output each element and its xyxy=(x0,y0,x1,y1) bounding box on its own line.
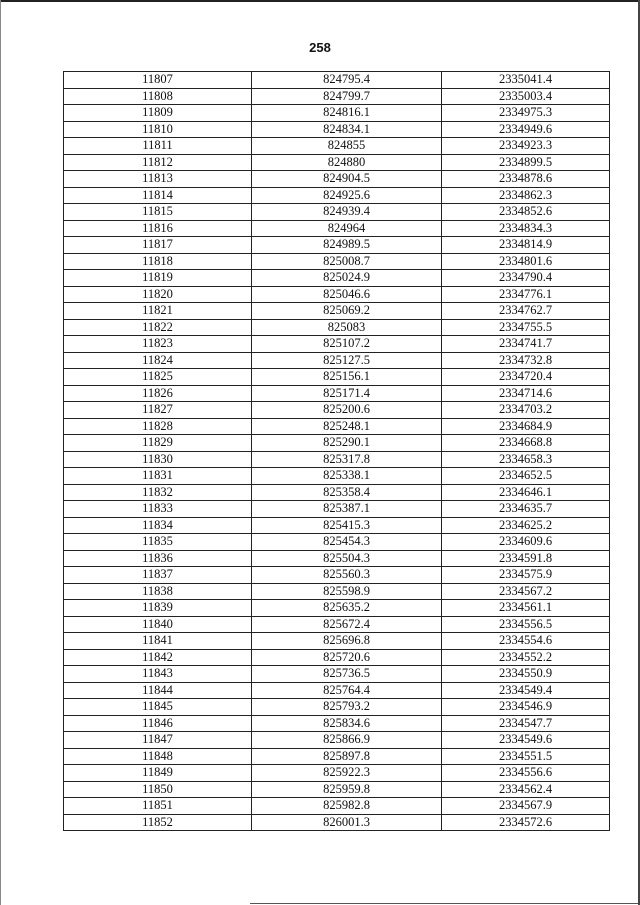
table-row xyxy=(64,765,610,782)
y-coordinate-cell: 2334862.3 xyxy=(442,187,610,204)
y-coordinate-cell: 2334556.6 xyxy=(442,765,610,782)
point-number-cell: 11835 xyxy=(64,534,252,551)
point-number-cell: 11816 xyxy=(64,220,252,237)
y-coordinate-cell: 2334546.9 xyxy=(442,699,610,716)
x-coordinate-cell: 825317.8 xyxy=(252,451,442,468)
y-coordinate-cell: 2334549.4 xyxy=(442,682,610,699)
table-row xyxy=(64,517,610,534)
y-coordinate-cell: 2334720.4 xyxy=(442,369,610,386)
x-coordinate-cell: 825764.4 xyxy=(252,682,442,699)
point-number-cell: 11826 xyxy=(64,385,252,402)
page-border-top xyxy=(0,0,640,2)
point-number-cell: 11812 xyxy=(64,154,252,171)
y-coordinate-cell: 2334561.1 xyxy=(442,600,610,617)
y-coordinate-cell: 2334567.9 xyxy=(442,798,610,815)
y-coordinate-cell: 2334776.1 xyxy=(442,286,610,303)
table-row xyxy=(64,154,610,171)
x-coordinate-cell: 825897.8 xyxy=(252,748,442,765)
table-row xyxy=(64,72,610,89)
table-row xyxy=(64,237,610,254)
y-coordinate-cell: 2334652.5 xyxy=(442,468,610,485)
table-row xyxy=(64,253,610,270)
y-coordinate-cell: 2334949.6 xyxy=(442,121,610,138)
point-number-cell: 11828 xyxy=(64,418,252,435)
x-coordinate-cell: 825504.3 xyxy=(252,550,442,567)
table-row xyxy=(64,715,610,732)
y-coordinate-cell: 2334703.2 xyxy=(442,402,610,419)
y-coordinate-cell: 2334551.5 xyxy=(442,748,610,765)
table-row xyxy=(64,270,610,287)
x-coordinate-cell: 824880 xyxy=(252,154,442,171)
y-coordinate-cell: 2335003.4 xyxy=(442,88,610,105)
y-coordinate-cell: 2334635.7 xyxy=(442,501,610,518)
table-row xyxy=(64,319,610,336)
table-row xyxy=(64,303,610,320)
table-row xyxy=(64,616,610,633)
table-row xyxy=(64,798,610,815)
point-number-cell: 11852 xyxy=(64,814,252,831)
x-coordinate-cell: 824964 xyxy=(252,220,442,237)
x-coordinate-cell: 825200.6 xyxy=(252,402,442,419)
y-coordinate-cell: 2334554.6 xyxy=(442,633,610,650)
point-number-cell: 11836 xyxy=(64,550,252,567)
y-coordinate-cell: 2334755.5 xyxy=(442,319,610,336)
y-coordinate-cell: 2334714.6 xyxy=(442,385,610,402)
point-number-cell: 11821 xyxy=(64,303,252,320)
table-row xyxy=(64,814,610,831)
x-coordinate-cell: 825866.9 xyxy=(252,732,442,749)
point-number-cell: 11825 xyxy=(64,369,252,386)
y-coordinate-cell: 2334547.7 xyxy=(442,715,610,732)
table-row xyxy=(64,534,610,551)
y-coordinate-cell: 2334567.2 xyxy=(442,583,610,600)
x-coordinate-cell: 824939.4 xyxy=(252,204,442,221)
table-row xyxy=(64,88,610,105)
y-coordinate-cell: 2334575.9 xyxy=(442,567,610,584)
point-number-cell: 11840 xyxy=(64,616,252,633)
x-coordinate-cell: 825454.3 xyxy=(252,534,442,551)
point-number-cell: 11811 xyxy=(64,138,252,155)
table-row xyxy=(64,699,610,716)
x-coordinate-cell: 825560.3 xyxy=(252,567,442,584)
x-coordinate-cell: 825982.8 xyxy=(252,798,442,815)
table-row xyxy=(64,138,610,155)
point-number-cell: 11808 xyxy=(64,88,252,105)
x-coordinate-cell: 825834.6 xyxy=(252,715,442,732)
table-row xyxy=(64,600,610,617)
x-coordinate-cell: 825635.2 xyxy=(252,600,442,617)
table-row xyxy=(64,204,610,221)
x-coordinate-cell: 824855 xyxy=(252,138,442,155)
point-number-cell: 11829 xyxy=(64,435,252,452)
table-row xyxy=(64,402,610,419)
point-number-cell: 11846 xyxy=(64,715,252,732)
x-coordinate-cell: 825046.6 xyxy=(252,286,442,303)
x-coordinate-cell: 824834.1 xyxy=(252,121,442,138)
y-coordinate-cell: 2335041.4 xyxy=(442,72,610,89)
table-row xyxy=(64,336,610,353)
y-coordinate-cell: 2334556.5 xyxy=(442,616,610,633)
x-coordinate-cell: 825959.8 xyxy=(252,781,442,798)
point-number-cell: 11847 xyxy=(64,732,252,749)
point-number-cell: 11809 xyxy=(64,105,252,122)
x-coordinate-cell: 825793.2 xyxy=(252,699,442,716)
point-number-cell: 11827 xyxy=(64,402,252,419)
point-number-cell: 11839 xyxy=(64,600,252,617)
table-row xyxy=(64,220,610,237)
point-number-cell: 11844 xyxy=(64,682,252,699)
y-coordinate-cell: 2334814.9 xyxy=(442,237,610,254)
point-number-cell: 11831 xyxy=(64,468,252,485)
point-number-cell: 11818 xyxy=(64,253,252,270)
y-coordinate-cell: 2334646.1 xyxy=(442,484,610,501)
table-row xyxy=(64,501,610,518)
table-row xyxy=(64,732,610,749)
point-number-cell: 11849 xyxy=(64,765,252,782)
y-coordinate-cell: 2334790.4 xyxy=(442,270,610,287)
point-number-cell: 11820 xyxy=(64,286,252,303)
table-row xyxy=(64,171,610,188)
x-coordinate-cell: 825672.4 xyxy=(252,616,442,633)
y-coordinate-cell: 2334741.7 xyxy=(442,336,610,353)
point-number-cell: 11817 xyxy=(64,237,252,254)
point-number-cell: 11823 xyxy=(64,336,252,353)
table-row xyxy=(64,649,610,666)
x-coordinate-cell: 825171.4 xyxy=(252,385,442,402)
table-row xyxy=(64,781,610,798)
x-coordinate-cell: 825720.6 xyxy=(252,649,442,666)
table-row xyxy=(64,633,610,650)
point-number-cell: 11838 xyxy=(64,583,252,600)
x-coordinate-cell: 825415.3 xyxy=(252,517,442,534)
table-row xyxy=(64,418,610,435)
point-number-cell: 11850 xyxy=(64,781,252,798)
x-coordinate-cell: 825069.2 xyxy=(252,303,442,320)
y-coordinate-cell: 2334801.6 xyxy=(442,253,610,270)
point-number-cell: 11815 xyxy=(64,204,252,221)
point-number-cell: 11819 xyxy=(64,270,252,287)
point-number-cell: 11848 xyxy=(64,748,252,765)
page-border-left xyxy=(0,0,1,905)
table-row xyxy=(64,369,610,386)
x-coordinate-cell: 825083 xyxy=(252,319,442,336)
y-coordinate-cell: 2334684.9 xyxy=(442,418,610,435)
table-row xyxy=(64,187,610,204)
y-coordinate-cell: 2334668.8 xyxy=(442,435,610,452)
coordinates-table-body xyxy=(64,72,610,831)
x-coordinate-cell: 825107.2 xyxy=(252,336,442,353)
x-coordinate-cell: 825127.5 xyxy=(252,352,442,369)
x-coordinate-cell: 824799.7 xyxy=(252,88,442,105)
y-coordinate-cell: 2334549.6 xyxy=(442,732,610,749)
table-row xyxy=(64,682,610,699)
point-number-cell: 11830 xyxy=(64,451,252,468)
point-number-cell: 11841 xyxy=(64,633,252,650)
y-coordinate-cell: 2334609.6 xyxy=(442,534,610,551)
x-coordinate-cell: 825696.8 xyxy=(252,633,442,650)
y-coordinate-cell: 2334762.7 xyxy=(442,303,610,320)
y-coordinate-cell: 2334732.8 xyxy=(442,352,610,369)
x-coordinate-cell: 825922.3 xyxy=(252,765,442,782)
table-row xyxy=(64,352,610,369)
x-coordinate-cell: 825290.1 xyxy=(252,435,442,452)
point-number-cell: 11832 xyxy=(64,484,252,501)
point-number-cell: 11845 xyxy=(64,699,252,716)
table-row xyxy=(64,748,610,765)
x-coordinate-cell: 825024.9 xyxy=(252,270,442,287)
x-coordinate-cell: 825008.7 xyxy=(252,253,442,270)
table-row xyxy=(64,666,610,683)
table-row xyxy=(64,435,610,452)
x-coordinate-cell: 824925.6 xyxy=(252,187,442,204)
y-coordinate-cell: 2334852.6 xyxy=(442,204,610,221)
y-coordinate-cell: 2334591.8 xyxy=(442,550,610,567)
y-coordinate-cell: 2334899.5 xyxy=(442,154,610,171)
table-row xyxy=(64,484,610,501)
x-coordinate-cell: 825736.5 xyxy=(252,666,442,683)
x-coordinate-cell: 825248.1 xyxy=(252,418,442,435)
point-number-cell: 11807 xyxy=(64,72,252,89)
table-row xyxy=(64,583,610,600)
table-row xyxy=(64,385,610,402)
point-number-cell: 11843 xyxy=(64,666,252,683)
y-coordinate-cell: 2334562.4 xyxy=(442,781,610,798)
y-coordinate-cell: 2334834.3 xyxy=(442,220,610,237)
x-coordinate-cell: 824816.1 xyxy=(252,105,442,122)
x-coordinate-cell: 826001.3 xyxy=(252,814,442,831)
table-row xyxy=(64,468,610,485)
x-coordinate-cell: 825338.1 xyxy=(252,468,442,485)
x-coordinate-cell: 825156.1 xyxy=(252,369,442,386)
y-coordinate-cell: 2334658.3 xyxy=(442,451,610,468)
x-coordinate-cell: 825598.9 xyxy=(252,583,442,600)
y-coordinate-cell: 2334550.9 xyxy=(442,666,610,683)
point-number-cell: 11822 xyxy=(64,319,252,336)
y-coordinate-cell: 2334878.6 xyxy=(442,171,610,188)
point-number-cell: 11814 xyxy=(64,187,252,204)
table-row xyxy=(64,451,610,468)
x-coordinate-cell: 824989.5 xyxy=(252,237,442,254)
table-row xyxy=(64,121,610,138)
x-coordinate-cell: 824795.4 xyxy=(252,72,442,89)
point-number-cell: 11824 xyxy=(64,352,252,369)
y-coordinate-cell: 2334572.6 xyxy=(442,814,610,831)
point-number-cell: 11810 xyxy=(64,121,252,138)
x-coordinate-cell: 825358.4 xyxy=(252,484,442,501)
page-border-bottom xyxy=(250,903,638,904)
point-number-cell: 11842 xyxy=(64,649,252,666)
table-row xyxy=(64,550,610,567)
x-coordinate-cell: 824904.5 xyxy=(252,171,442,188)
y-coordinate-cell: 2334923.3 xyxy=(442,138,610,155)
point-number-cell: 11837 xyxy=(64,567,252,584)
page-number: 258 xyxy=(309,40,331,55)
point-number-cell: 11833 xyxy=(64,501,252,518)
table-row xyxy=(64,105,610,122)
y-coordinate-cell: 2334975.3 xyxy=(442,105,610,122)
point-number-cell: 11834 xyxy=(64,517,252,534)
y-coordinate-cell: 2334625.2 xyxy=(442,517,610,534)
table-row xyxy=(64,286,610,303)
point-number-cell: 11813 xyxy=(64,171,252,188)
y-coordinate-cell: 2334552.2 xyxy=(442,649,610,666)
x-coordinate-cell: 825387.1 xyxy=(252,501,442,518)
point-number-cell: 11851 xyxy=(64,798,252,815)
coordinates-table xyxy=(63,71,610,831)
table-row xyxy=(64,567,610,584)
